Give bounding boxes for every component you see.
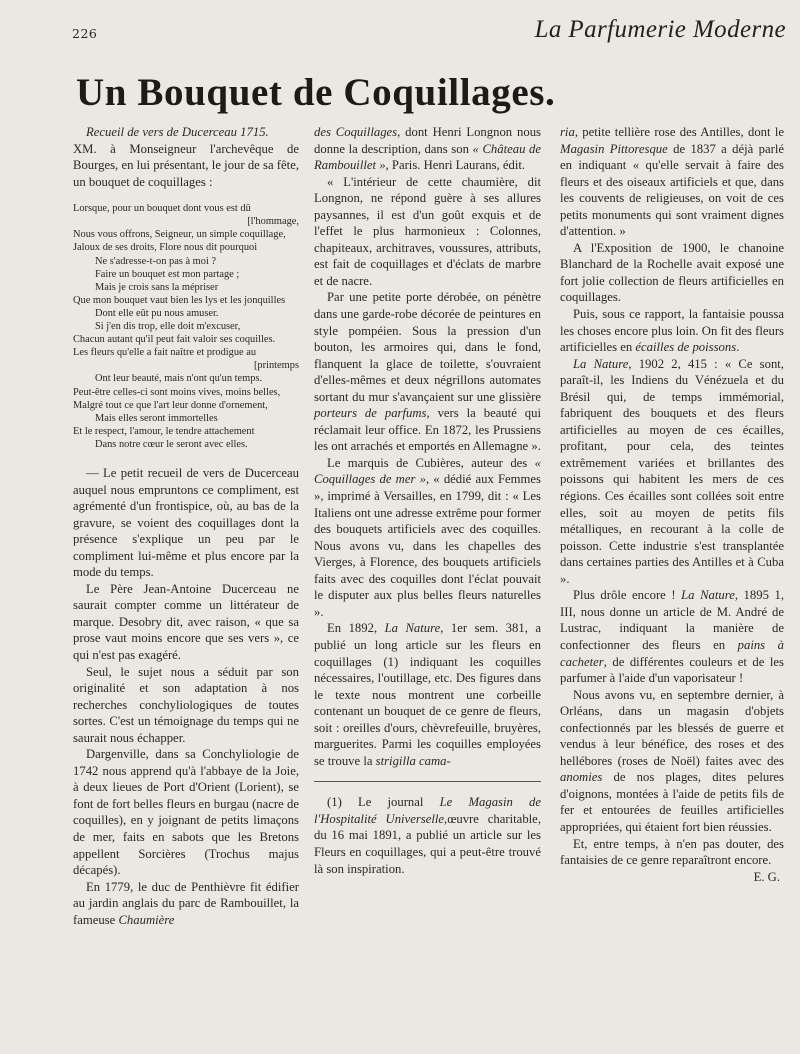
paragraph — [560, 306, 784, 356]
poem-line: Les fleurs qu'elle a fait naître et prodigue au — [73, 347, 257, 359]
poem-line: [printemps — [253, 360, 299, 372]
text-run-italic: porteurs de parfums — [314, 406, 427, 421]
intro-italic: Recueil de vers de Ducerceau 1715. — [86, 125, 269, 139]
page-number: 226 — [72, 26, 98, 41]
paragraph — [314, 455, 541, 620]
paragraph: Le Père Jean-Antoine Ducerceau ne saurait compter comme un littérateur de marque. Desobry dit, avec raison, « que sa prose vaut moins encore que ses vers », ce qui n'est pas exagéré. — [73, 581, 299, 662]
text-run-italic: ria — [560, 125, 575, 139]
text-run: , petite tellière rose des Antilles, dont le — [574, 125, 784, 139]
paragraph — [560, 356, 784, 588]
paragraph: A l'Exposition de 1900, le chanoine Blanchard de la Rochelle avait exposé une fort jolie collection de fleurs artificielles en coquillages. — [560, 240, 784, 305]
poem-line: Jaloux de ses droits, Flore nous dit pourquoi — [73, 242, 258, 254]
paragraph — [73, 879, 299, 929]
text-run-italic: « Coquillages de mer » — [314, 455, 541, 487]
poem-line: [l'hommage, — [247, 216, 299, 228]
poem-line: Ne s'adresse-t-on pas à moi ? — [95, 255, 217, 267]
text-run: Le marquis de Cubières, auteur des — [327, 455, 535, 470]
poem-line: Faire un bouquet est mon partage ; — [95, 268, 240, 280]
text-run-italic: La Nature — [681, 588, 735, 603]
text-run: , 1902 2, 415 : « Ce sont, paraît-il, les Indiens du Vénézuela et du Brésil qui, de temps immémorial, fabriquent des bouquets et des fleurs artificielles au moyen de ces écailles, profitant, pour cela, des teintes extrêmement variées et brillantes des poissons qui habitent les mers de ces régions. Ces écailles sont collées soit entre elles, soit au moyen de petits fils métalliques, en recourant à la colle de poisson. Cette industrie s'est transplantée dans certaines parties des Antilles et à Cuba ». — [560, 356, 784, 586]
text-run-italic: écailles de poissons — [635, 340, 737, 355]
text-run-italic: La Nature — [384, 621, 441, 636]
paragraph — [314, 620, 541, 769]
poem-line: Si j'en dis trop, elle doit m'excuser, — [95, 321, 241, 333]
text-run: Puis, sous ce rapport, la fantaisie poussa les choses encore plus loin. On fit des fleurs artificielles en — [560, 307, 784, 355]
poem-line: Malgré tout ce que l'art leur donne d'ornement, — [73, 399, 268, 411]
poem-line: Dont elle eût pu nous amuser. — [95, 307, 219, 319]
footnote — [314, 794, 541, 877]
paragraph — [560, 687, 784, 836]
paragraph — [314, 124, 541, 174]
text-run: de nos plages, dites pelures d'oignons, montées à l'aide de petits fils de fer et entourées de feuilles artificielles appropriées, qui étaient fort bien réussies. — [560, 770, 784, 834]
paragraph — [560, 124, 784, 240]
poem-line: Mais je crois sans la mépriser — [95, 281, 219, 293]
poem-line: Ont leur beauté, mais n'ont qu'un temps. — [95, 373, 263, 385]
text-run-italic: pains à cacheter — [560, 637, 784, 669]
text-run: Plus drôle encore ! — [573, 588, 682, 603]
text-run: , Paris. Henri Laurans, édit. — [385, 158, 526, 173]
paragraph: Seul, le sujet nous a séduit par son originalité et son adaptation à nos recherches conchyliologiques de toutes sortes. C'est un témoignage du temps qui ne saurait nous échapper. — [73, 664, 299, 745]
intro-line — [73, 124, 299, 141]
paragraph: Dargenville, dans sa Conchyliologie de 1742 nous apprend qu'à l'abbaye de la Joie, à deux lieues de Port d'Orient (Lorient), se font de fort belles fleurs en burgau (nacre de coquilles), en y joignant de petits limaçons de mer, faits en sabots que les Bretons appellent Sorcières (Trochus majus décapés). — [73, 747, 299, 878]
paragraph: — Le petit recueil de vers de Ducerceau auquel nous empruntons ce compliment, est agrémenté d'un frontispice, où, au bas de la gravure, se voient des coquillages dont la présence s'explique un peu par le compliment lui-même et plus encore par la mode du temps. — [73, 465, 299, 580]
text-run-italic: des Coquillages — [314, 125, 398, 139]
text-run-italic: anomies — [560, 770, 603, 785]
text-run: , « dédié aux Femmes », imprimé à Versailles, en 1799, dit : « Les Italiens ont une adresse extrême pour former des bouquets artificiels avec des coquilles. Nous avons vu, dans les chapelles des Vierges, à Florence, des bouquets artificiels faits avec des coquilles dont l'éclat pouvait le disputer aux plus belles fleurs naturelles ». — [314, 472, 541, 619]
paragraph: Et, entre temps, à n'en pas douter, des fantaisies de ce genre reparaîtront encore. — [560, 836, 784, 868]
text-run: , de différentes couleurs et de les parfumer à l'aide d'un vaporisateur ! — [560, 654, 784, 686]
text-run: , dont Henri Longnon nous donne la description, dans son — [314, 125, 541, 156]
text-run-italic: « Château de Rambouillet » — [314, 141, 541, 173]
text-run: , 1895 1, III, nous donne un article de M. André de Lustrac, indiquant la manière de confectionner des fleurs en — [560, 588, 784, 652]
author-signature: E. G. — [753, 869, 780, 884]
footnote-divider — [314, 781, 541, 782]
text-run-italic: Le Magasin de l'Hospitalité Universelle — [314, 795, 541, 826]
poem-line: Chacun autant qu'il peut fait valoir ses coquilles. — [73, 334, 276, 346]
poem-line: Que mon bouquet vaut bien les lys et les jonquilles — [73, 294, 286, 306]
poem-line: Et le respect, l'amour, le tendre attachement — [73, 425, 255, 437]
text-run-italic: La Nature — [573, 356, 629, 371]
left-column — [73, 124, 299, 928]
text-run-italic: Chaumière — [118, 912, 175, 927]
text-run: , 1er sem. 381, a publié un long article sur les fleurs en coquillages (1) indiquant les coquilles nécessaires, l'outillage, etc. Des figures dans le texte nous montrent une corbeille contenant un bouquet de ce genre de fleurs, soit : oreilles d'ours, chèvrefeuille, bruyères, marguerites. Parmi les coquilles employées se trouve la — [314, 621, 541, 768]
dedication: XM. à Monseigneur l'archevêque de Bourges, en lui présentant, le jour de sa fête, un bouquet de coquillages : — [73, 141, 299, 189]
poem-line: Lorsque, pour un bouquet dont vous est dû — [73, 203, 251, 215]
text-run: , vers la beauté qui réclamait leur office. En 1872, les Prussiens les ont arrachés et emportés en Allemagne ». — [314, 406, 541, 454]
running-head-journal-title: La Parfumerie Moderne — [534, 16, 786, 43]
poem-line: Peut-être celles-ci sont moins vives, moins belles, — [73, 386, 281, 398]
text-run: (1) Le journal — [327, 795, 440, 810]
middle-column — [314, 124, 541, 877]
text-run: En 1892, — [327, 621, 385, 636]
paragraph — [314, 289, 541, 454]
right-column — [560, 124, 784, 885]
text-run-italic: Magasin Pittoresque — [560, 141, 668, 156]
text-run: Nous avons vu, en septembre dernier, à Orléans, dans un magasin d'objets confectionnés par les blessés de guerre et vendus à leur bénéfice, des roses et des hellébores (roses de Noël) faites avec des — [560, 687, 784, 768]
paragraph: « L'intérieur de cette chaumière, dit Longnon, ne répond guère à ses allures paysannes, il est d'un goût exquis et de l'effet le plus harmonieux : Colonnes, chapiteaux, architraves, voussures, attributs, est fait de coquillages et d'éclats de marbre et de nacre. — [314, 174, 541, 288]
text-run: . — [736, 340, 740, 355]
poem — [73, 202, 299, 451]
poem-line: Dans notre cœur le seront avec elles. — [95, 438, 248, 450]
text-run: En 1779, le duc de Penthièvre fit édifier au jardin anglais du parc de Rambouillet, la fameuse — [73, 879, 299, 927]
text-run: Par une petite porte dérobée, on pénètre dans une garde-robe décorée de peintures en style pompéien. Sous la pression d'un bouton, les armoires qui, dans le fond, flanquent la glace de toilette, s'ouvraient d'elles-mêmes et deux négrillons automates sortant du mur s'avançaient sur une glissière — [314, 290, 541, 404]
article-title: Un Bouquet de Coquillages. — [76, 71, 556, 114]
text-run: ,œuvre charitable, du 16 mai 1891, a publié un article sur les Fleurs en coquillages, qui a peut-être trouvé là son inspiration. — [314, 811, 541, 876]
text-run-italic: strigilla cama- — [375, 753, 451, 768]
poem-line: Nous vous offrons, Seigneur, un simple coquillage, — [73, 229, 286, 241]
paragraph — [560, 587, 784, 686]
text-run: de 1837 a déjà parlé en indiquant « qu'elle servait à faire des fleurs et des oiseaux artificiels et que, dans les couvents de religieuses, on voit de ces petits monuments qui sont vraiment dignes d'attention. » — [560, 141, 784, 239]
poem-line: Mais elles seront immortelles — [95, 412, 218, 424]
